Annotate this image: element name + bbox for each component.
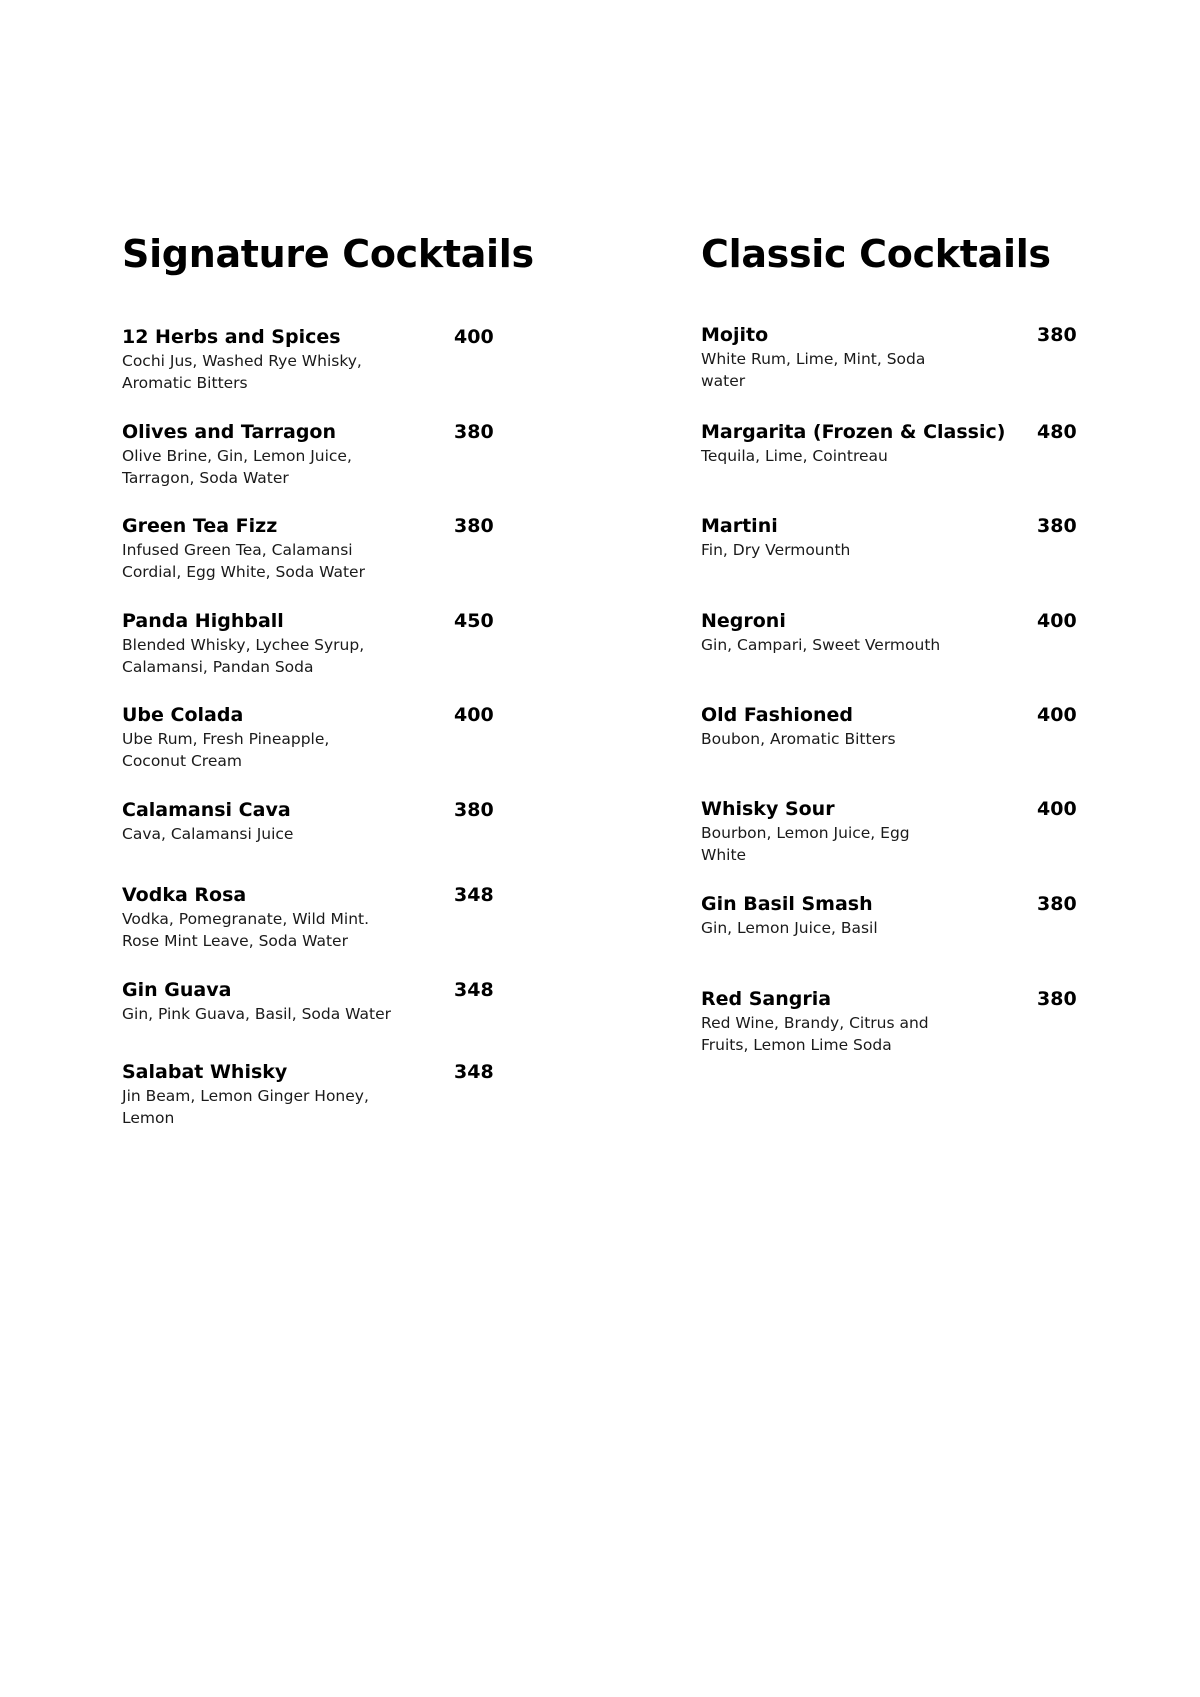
item-name: Panda Highball bbox=[122, 610, 284, 632]
item-name: Red Sangria bbox=[701, 988, 832, 1010]
section-title: Signature Cocktails bbox=[122, 232, 534, 276]
item-price: 400 bbox=[454, 704, 494, 726]
item-name: 12 Herbs and Spices bbox=[122, 326, 341, 348]
menu-item bbox=[701, 796, 1081, 866]
menu-item bbox=[701, 608, 1081, 656]
menu-item bbox=[122, 977, 502, 1025]
item-description: Gin, Lemon Juice, Basil bbox=[701, 919, 878, 937]
item-price: 380 bbox=[1037, 324, 1077, 346]
menu-item bbox=[701, 513, 1081, 561]
item-name: Calamansi Cava bbox=[122, 799, 291, 821]
menu-item bbox=[122, 608, 502, 678]
item-price: 400 bbox=[454, 326, 494, 348]
item-name: Margarita (Frozen & Classic) bbox=[701, 421, 1006, 443]
item-price: 400 bbox=[1037, 798, 1077, 820]
item-name: Olives and Tarragon bbox=[122, 421, 337, 443]
menu-item bbox=[122, 797, 502, 845]
item-name: Mojito bbox=[701, 324, 769, 346]
menu-item bbox=[122, 324, 502, 394]
item-description: Red Wine, Brandy, Citrus and Fruits, Lemon Lime Soda bbox=[701, 1014, 929, 1054]
menu-item bbox=[122, 513, 502, 583]
item-description: Gin, Campari, Sweet Vermouth bbox=[701, 636, 941, 654]
item-description: Boubon, Aromatic Bitters bbox=[701, 730, 896, 748]
item-description: Fin, Dry Vermounth bbox=[701, 541, 851, 559]
item-price: 348 bbox=[454, 979, 494, 1001]
menu-item bbox=[122, 882, 502, 952]
item-description: Gin, Pink Guava, Basil, Soda Water bbox=[122, 1005, 391, 1023]
item-name: Green Tea Fizz bbox=[122, 515, 278, 537]
menu-item bbox=[701, 891, 1081, 939]
menu-item bbox=[122, 702, 502, 772]
menu-item bbox=[701, 419, 1081, 467]
item-price: 348 bbox=[454, 1061, 494, 1083]
classic-cocktails-section bbox=[701, 228, 1081, 1054]
section-title: Classic Cocktails bbox=[701, 232, 1051, 276]
item-price: 480 bbox=[1037, 421, 1077, 443]
item-name: Gin Basil Smash bbox=[701, 893, 873, 915]
item-price: 450 bbox=[454, 610, 494, 632]
item-description: Cochi Jus, Washed Rye Whisky, Aromatic Bitters bbox=[122, 352, 362, 392]
item-description: Olive Brine, Gin, Lemon Juice, Tarragon, Soda Water bbox=[122, 447, 352, 487]
item-description: Vodka, Pomegranate, Wild Mint. Rose Mint Leave, Soda Water bbox=[122, 910, 370, 950]
menu-item bbox=[701, 322, 1081, 392]
item-price: 380 bbox=[454, 515, 494, 537]
item-name: Whisky Sour bbox=[701, 798, 835, 820]
item-description: Blended Whisky, Lychee Syrup, Calamansi, Pandan Soda bbox=[122, 636, 365, 676]
item-price: 348 bbox=[454, 884, 494, 906]
item-price: 400 bbox=[1037, 610, 1077, 632]
menu-item bbox=[701, 986, 1081, 1056]
signature-cocktails-section bbox=[122, 228, 534, 1127]
item-description: Tequila, Lime, Cointreau bbox=[701, 447, 888, 465]
item-price: 380 bbox=[454, 799, 494, 821]
item-name: Salabat Whisky bbox=[122, 1061, 288, 1083]
item-price: 400 bbox=[1037, 704, 1077, 726]
item-name: Old Fashioned bbox=[701, 704, 853, 726]
item-name: Gin Guava bbox=[122, 979, 232, 1001]
item-price: 380 bbox=[1037, 988, 1077, 1010]
item-description: Bourbon, Lemon Juice, Egg White bbox=[701, 824, 910, 864]
item-description: Jin Beam, Lemon Ginger Honey, Lemon bbox=[122, 1087, 369, 1127]
item-price: 380 bbox=[1037, 515, 1077, 537]
item-description: Ube Rum, Fresh Pineapple, Coconut Cream bbox=[122, 730, 330, 770]
menu-item bbox=[701, 702, 1081, 750]
item-description: Infused Green Tea, Calamansi Cordial, Egg White, Soda Water bbox=[122, 541, 365, 581]
item-name: Vodka Rosa bbox=[122, 884, 247, 906]
menu-item bbox=[122, 1059, 502, 1129]
menu-item bbox=[122, 419, 502, 489]
item-price: 380 bbox=[454, 421, 494, 443]
item-name: Negroni bbox=[701, 610, 786, 632]
item-name: Martini bbox=[701, 515, 778, 537]
item-description: Cava, Calamansi Juice bbox=[122, 825, 294, 843]
item-name: Ube Colada bbox=[122, 704, 244, 726]
item-price: 380 bbox=[1037, 893, 1077, 915]
item-description: White Rum, Lime, Mint, Soda water bbox=[701, 350, 926, 390]
